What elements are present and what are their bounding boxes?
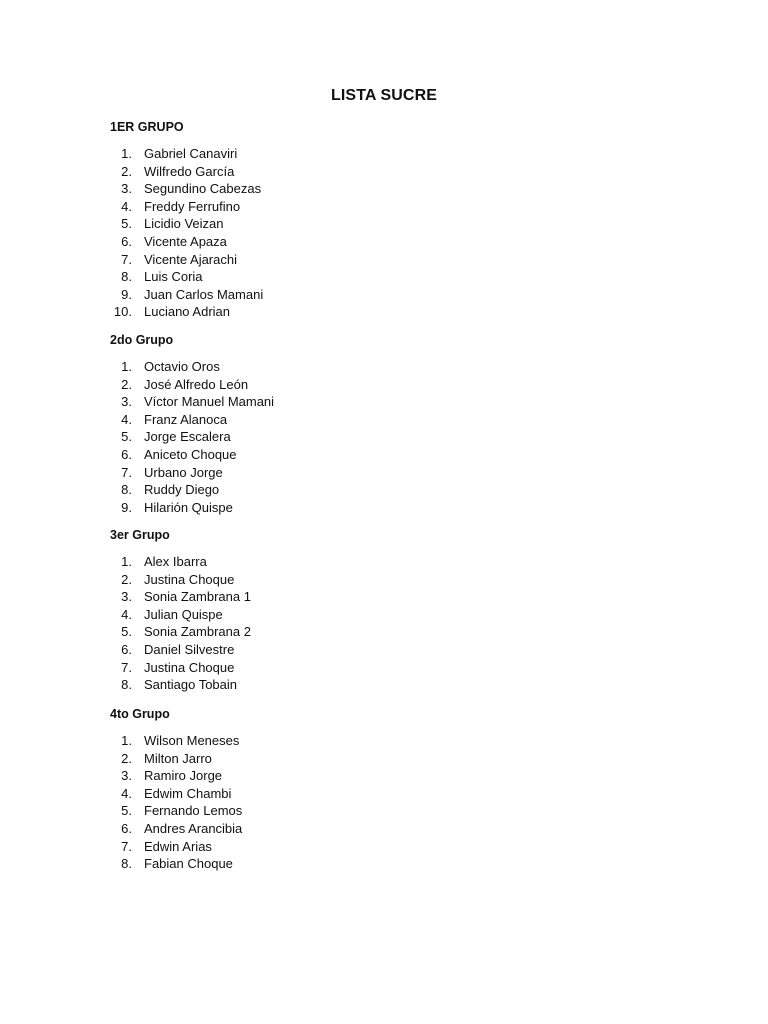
member-name: Alex Ibarra — [144, 554, 207, 569]
list-number: 7. — [121, 838, 132, 854]
member-name: Edwin Arias — [144, 838, 212, 854]
member-list — [110, 358, 610, 516]
list-number: 4. — [121, 606, 132, 622]
member-name: Daniel Silvestre — [144, 641, 235, 657]
member-name: Santiago Tobain — [144, 677, 238, 693]
member-name: Vicente Apaza — [144, 233, 227, 249]
list-item — [110, 802, 610, 820]
list-number: 8. — [121, 269, 132, 285]
list-number: 5. — [121, 803, 132, 819]
member-name: Licidio Veizan — [144, 216, 224, 232]
member-name: Franz Alanoca — [144, 411, 228, 427]
member-name: Julian Quispe — [144, 606, 223, 622]
list-item — [110, 571, 610, 589]
list-item — [110, 623, 610, 641]
list-item — [110, 750, 610, 768]
member-name: Fernando Lemos — [144, 803, 243, 819]
member-name: Juan Carlos Mamani — [144, 286, 264, 302]
list-item — [110, 676, 610, 694]
member-name: Sonia Zambrana 2 — [144, 624, 251, 640]
list-number: 6. — [121, 820, 132, 836]
list-item — [110, 411, 610, 429]
list-item — [110, 732, 610, 750]
list-number: 1. — [121, 554, 132, 569]
list-number: 4. — [121, 198, 132, 214]
member-name: Sonia Zambrana 1 — [144, 589, 251, 605]
list-number: 2. — [121, 750, 132, 766]
list-item — [110, 641, 610, 659]
list-number: 5. — [121, 624, 132, 640]
list-number: 9. — [121, 499, 132, 515]
list-item — [110, 358, 610, 376]
list-item — [110, 376, 610, 394]
list-number: 6. — [121, 446, 132, 462]
list-number: 5. — [121, 429, 132, 445]
member-name: Urbano Jorge — [144, 464, 223, 480]
member-name: Milton Jarro — [144, 750, 212, 766]
list-item — [110, 767, 610, 785]
list-number: 7. — [121, 251, 132, 267]
member-name: Wilson Meneses — [144, 733, 240, 748]
member-name: Jorge Escalera — [144, 429, 231, 445]
list-number: 3. — [121, 589, 132, 605]
list-item — [110, 251, 610, 269]
list-number: 4. — [121, 785, 132, 801]
list-item — [110, 163, 610, 181]
list-number: 8. — [121, 482, 132, 498]
member-name: Octavio Oros — [144, 359, 220, 374]
group-4 — [110, 706, 610, 873]
list-number: 6. — [121, 233, 132, 249]
list-item — [110, 553, 610, 571]
member-name: Víctor Manuel Mamani — [144, 394, 275, 410]
document-title: LISTA SUCRE — [331, 87, 437, 104]
member-name: Ramiro Jorge — [144, 768, 223, 784]
group-3 — [110, 527, 610, 694]
list-number: 5. — [121, 216, 132, 232]
member-name: Luis Coria — [144, 269, 203, 285]
list-item — [110, 145, 610, 163]
member-name: Gabriel Canaviri — [144, 146, 238, 161]
list-number: 7. — [121, 659, 132, 675]
member-list — [110, 732, 610, 873]
member-name: Segundino Cabezas — [144, 181, 262, 197]
list-number: 2. — [121, 571, 132, 587]
member-list — [110, 553, 610, 694]
list-item — [110, 286, 610, 304]
list-item — [110, 198, 610, 216]
member-name: Ruddy Diego — [144, 482, 220, 498]
list-number: 6. — [121, 641, 132, 657]
list-item — [110, 180, 610, 198]
list-number: 8. — [121, 677, 132, 693]
group-heading: 4to Grupo — [110, 707, 170, 721]
member-name: Fabian Choque — [144, 856, 233, 872]
member-name: Luciano Adrian — [144, 304, 231, 320]
list-item — [110, 303, 610, 321]
group-heading: 1ER GRUPO — [110, 120, 184, 134]
list-item — [110, 268, 610, 286]
list-item — [110, 659, 610, 677]
list-number: 9. — [121, 286, 132, 302]
member-name: Aniceto Choque — [144, 446, 237, 462]
list-item — [110, 606, 610, 624]
list-number: 8. — [121, 856, 132, 872]
group-heading: 2do Grupo — [110, 333, 174, 347]
list-item — [110, 499, 610, 517]
list-item — [110, 446, 610, 464]
list-item — [110, 464, 610, 482]
list-item — [110, 838, 610, 856]
list-item — [110, 393, 610, 411]
group-2 — [110, 332, 610, 516]
member-name: Vicente Ajarachi — [144, 251, 237, 267]
member-name: Wilfredo García — [144, 163, 235, 179]
group-1 — [110, 119, 610, 321]
list-item — [110, 215, 610, 233]
member-name: José Alfredo León — [144, 376, 249, 392]
list-number: 4. — [121, 411, 132, 427]
list-item — [110, 481, 610, 499]
member-name: Edwim Chambi — [144, 785, 232, 801]
list-item — [110, 820, 610, 838]
list-number: 3. — [121, 394, 132, 410]
list-number: 1. — [121, 733, 132, 748]
member-name: Freddy Ferrufino — [144, 198, 241, 214]
list-item — [110, 233, 610, 251]
list-number: 10. — [113, 304, 132, 320]
list-item — [110, 785, 610, 803]
member-name: Justina Choque — [144, 659, 235, 675]
list-number: 1. — [121, 146, 132, 161]
list-number: 3. — [121, 181, 132, 197]
list-item — [110, 855, 610, 873]
member-name: Andres Arancibia — [144, 820, 243, 836]
group-heading: 3er Grupo — [110, 528, 170, 542]
member-list — [110, 145, 610, 321]
list-item — [110, 588, 610, 606]
list-number: 7. — [121, 464, 132, 480]
list-number: 3. — [121, 768, 132, 784]
list-number: 1. — [121, 359, 132, 374]
list-number: 2. — [121, 163, 132, 179]
list-number: 2. — [121, 376, 132, 392]
member-name: Hilarión Quispe — [144, 499, 233, 515]
list-item — [110, 428, 610, 446]
member-name: Justina Choque — [144, 571, 235, 587]
